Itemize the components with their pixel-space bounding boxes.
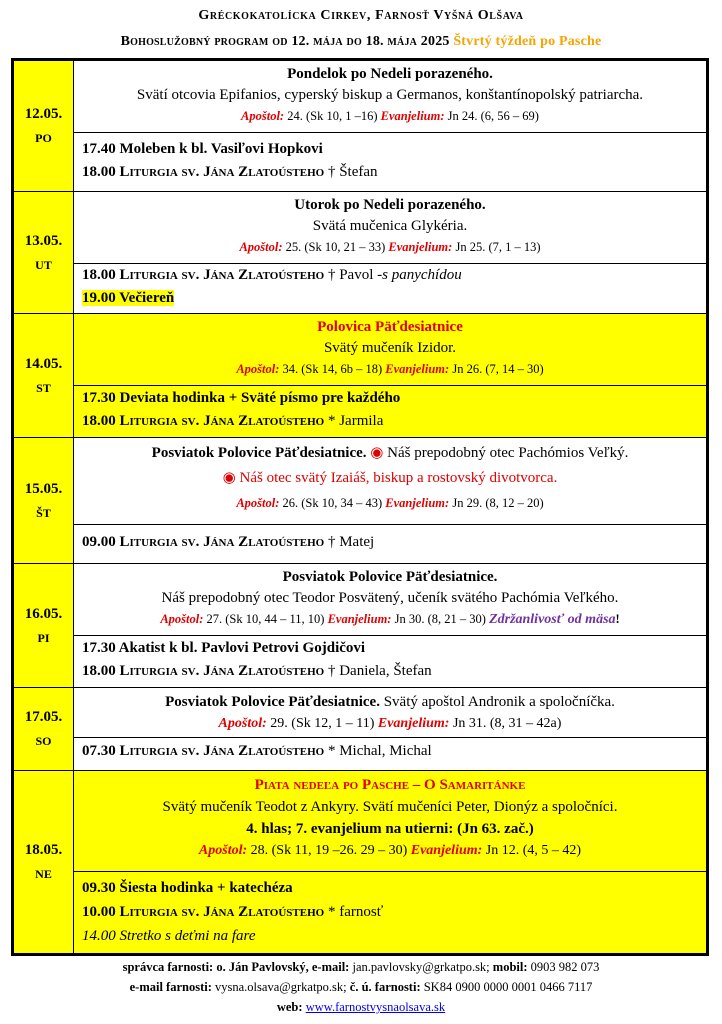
liturgy-label: Liturgia sv. Jána Zlatoústeho: [119, 267, 325, 283]
date-cell: [14, 192, 74, 313]
footer-line-3: [0, 1000, 722, 1015]
evanjelium-label: Evanjelium:: [410, 843, 483, 858]
tone-note: 4. hlas; 7. evanjelium na utierni: (Jn 63. zač.): [246, 821, 534, 837]
day-of-week: PI: [37, 630, 50, 645]
feast-title: Polovica Päťdesiatnice: [317, 319, 463, 335]
feast-subtitle: Svätí otcovia Epifanios, cyperský biskup a Germanos, konštantínopolský patriarcha.: [136, 87, 644, 103]
parish-email: vysna.olsava@grkatpo.sk;: [215, 980, 347, 994]
feast-subtitle: Náš prepodobný otec Teodor Posvätený, učeník svätého Pachómia Veľkého.: [161, 590, 619, 606]
day-row: [14, 438, 706, 564]
day-of-week: ŠT: [36, 505, 51, 520]
feast-subtitle: Svätá mučenica Glykéria.: [312, 218, 468, 234]
apostol-label: Apoštol:: [236, 496, 280, 510]
admin-name: o. Ján Pavlovský,: [216, 960, 309, 974]
mobile-number: 0903 982 073: [530, 960, 600, 974]
service-item: 14.00 Stretko s deťmi na fare: [82, 928, 256, 944]
day-info: [74, 192, 706, 264]
service-time: 07.30: [82, 743, 116, 759]
liturgy-label: Liturgia sv. Jána Zlatoústeho: [119, 534, 325, 550]
day-info: [74, 771, 706, 872]
day-of-week: PO: [35, 131, 52, 145]
date: 12.05.: [24, 106, 63, 122]
feast-title: Posviatok Polovice Päťdesiatnice.: [151, 445, 367, 461]
day-info: [74, 61, 706, 133]
service-item: [82, 161, 706, 184]
intention: † Daniela, Štefan: [327, 663, 432, 679]
service-item: [82, 264, 706, 287]
evanjelium-value: Jn 26. (7, 14 – 30): [452, 362, 544, 376]
web-label: web:: [276, 1000, 303, 1014]
schedule-table: [11, 58, 709, 956]
apostol-value: 26. (Sk 10, 34 – 43): [282, 496, 383, 510]
evanjelium-label: Evanjelium:: [385, 496, 450, 510]
date-cell: [14, 438, 74, 563]
week-name: Štvrtý týždeň po Pasche: [453, 34, 602, 49]
day-row: [14, 688, 706, 771]
intention: * Michal, Michal: [327, 743, 432, 759]
apostol-value: 29. (Sk 12, 1 – 11): [270, 716, 375, 731]
date: 15.05.: [24, 480, 63, 497]
fast-note: Zdržanlivosť od mäsa: [489, 612, 616, 627]
vespers: 19.00 Večiereň: [82, 290, 175, 306]
readings: [74, 237, 706, 258]
evanjelium-value: Jn 31. (8, 31 – 42a): [452, 716, 562, 731]
feast-subtitle: Svätý apoštol Andronik a spoločníčka.: [383, 694, 615, 710]
apostol-value: 28. (Sk 11, 19 –26. 29 – 30): [250, 843, 408, 858]
liturgy-label: Liturgia sv. Jána Zlatoústeho: [119, 164, 325, 180]
mobile-label: mobil:: [492, 960, 528, 974]
service-item: 17.30 Akatist k bl. Pavlovi Petrovi Gojdičovi: [82, 640, 366, 656]
day-row: [14, 564, 706, 688]
service-item: [82, 900, 706, 924]
day-row: [14, 314, 706, 438]
date-cell: [14, 564, 74, 687]
intention: † Pavol -: [327, 267, 383, 283]
apostol-value: 27. (Sk 10, 44 – 11, 10): [206, 612, 325, 626]
evanjelium-value: Jn 24. (6, 56 – 69): [447, 109, 539, 123]
service-time: 18.00: [82, 413, 116, 429]
evanjelium-label: Evanjelium:: [327, 612, 392, 626]
readings: [74, 491, 706, 516]
footer-line-1: [0, 960, 722, 975]
intention: † Matej: [327, 534, 375, 550]
readings: Apoštol: 27. (Sk 10, 44 – 11, 10) Evanjelium: Jn 30. (8, 21 – 30) Zdržanlivosť od mäsa!: [160, 612, 620, 627]
service-item: 09.30 Šiesta hodinka + katechéza: [82, 880, 293, 896]
readings: [74, 713, 706, 735]
parish-title: Gréckokatolícka Cirkev, Farnosť Vyšná Olšava: [198, 8, 524, 23]
service-time: 18.00: [82, 267, 116, 283]
rubric-icon: ◉: [222, 470, 236, 486]
date: 16.05.: [24, 605, 63, 622]
day-of-week: UT: [35, 257, 52, 272]
service-time: 10.00: [82, 904, 116, 920]
services: [74, 872, 706, 953]
intention-note: s panychídou: [382, 267, 462, 283]
evanjelium-value: Jn 12. (4, 5 – 42): [485, 843, 582, 858]
feast-title: Utorok po Nedeli porazeného.: [294, 197, 486, 213]
date: 18.05.: [24, 842, 63, 858]
day-row: [14, 192, 706, 314]
footer-line-2: [0, 980, 722, 995]
service-item: [82, 740, 706, 763]
parish-email-label: e-mail farnosti:: [129, 980, 212, 994]
date: 13.05.: [24, 232, 63, 249]
service-item: 17.30 Deviata hodinka + Sväté písmo pre každého: [82, 390, 401, 406]
evanjelium-value: Jn 25. (7, 1 – 13): [455, 240, 541, 254]
day-of-week: SO: [35, 734, 52, 748]
services: [74, 132, 706, 191]
feast-line: [74, 441, 706, 466]
feast-subtitle: Svätý mučeník Teodot z Ankyry. Svätí mučeníci Peter, Dionýz a spoločníci.: [162, 799, 618, 815]
date: 14.05.: [24, 355, 63, 372]
evanjelium-label: Evanjelium:: [380, 109, 445, 123]
services: [74, 635, 706, 687]
date: 17.05.: [24, 709, 63, 725]
admin-label: správca farnosti:: [122, 960, 214, 974]
feast-line: [74, 466, 706, 491]
rubric-icon: ◉: [370, 445, 384, 461]
services: [74, 737, 706, 770]
apostol-value: 24. (Sk 10, 1 –16): [287, 109, 378, 123]
evanjelium-label: Evanjelium:: [385, 362, 450, 376]
program-title: [0, 34, 722, 50]
services: [74, 524, 706, 563]
intention: * Jarmila: [327, 413, 384, 429]
feast-title: Piata nedeľa po Pasche – O Samaritánke: [254, 777, 526, 793]
apostol-label: Apoštol:: [160, 612, 204, 626]
admin-email: jan.pavlovsky@grkatpo.sk;: [352, 960, 490, 974]
readings: [74, 840, 706, 862]
day-row: [14, 771, 706, 953]
services: [74, 385, 706, 437]
intention: * farnosť: [327, 904, 384, 920]
services: [74, 263, 706, 313]
email-label: e-mail:: [311, 960, 350, 974]
evanjelium-label: Evanjelium:: [377, 716, 450, 731]
apostol-label: Apoštol:: [218, 716, 267, 731]
apostol-value: 34. (Sk 14, 6b – 18): [282, 362, 383, 376]
evanjelium-value: Jn 29. (8, 12 – 20): [452, 496, 544, 510]
feast-title: Pondelok po Nedeli porazeného.: [287, 66, 493, 82]
feast-title: Posviatok Polovice Päťdesiatnice.: [165, 694, 380, 710]
apostol-value: 25. (Sk 10, 21 – 33): [285, 240, 386, 254]
day-info: [74, 688, 706, 738]
evanjelium-label: Evanjelium:: [388, 240, 453, 254]
date-cell: [14, 314, 74, 437]
service-item: [82, 660, 706, 683]
apostol-label: Apoštol:: [198, 843, 248, 858]
liturgy-label: Liturgia sv. Jána Zlatoústeho: [119, 663, 325, 679]
apostol-label: Apoštol:: [241, 109, 285, 123]
account-number: SK84 0900 0000 0001 0466 7117: [423, 980, 593, 994]
service-item: [82, 531, 706, 554]
account-label: č. ú. farnosti:: [349, 980, 421, 994]
date-cell: [14, 61, 74, 191]
feast-subtitle-2: Náš otec svätý Izaiáš, biskup a rostovský divotvorca.: [239, 470, 558, 486]
website-link[interactable]: www.farnostvysnaolsava.sk: [305, 1000, 446, 1014]
day-row: [14, 61, 706, 192]
evanjelium-value: Jn 30. (8, 21 – 30): [394, 612, 486, 626]
intention: † Štefan: [327, 164, 378, 180]
liturgy-label: Liturgia sv. Jána Zlatoústeho: [119, 904, 325, 920]
service-item: [82, 410, 706, 433]
apostol-label: Apoštol:: [236, 362, 280, 376]
service-item: 17.40 Moleben k bl. Vasiľovi Hopkovi: [82, 141, 323, 157]
feast-line: [74, 691, 706, 713]
feast-title: Posviatok Polovice Päťdesiatnice.: [282, 569, 498, 585]
readings: [74, 106, 706, 127]
day-of-week: NE: [35, 867, 52, 881]
service-time: 18.00: [82, 164, 116, 180]
service-time: 09.00: [82, 534, 116, 550]
service-item: [82, 287, 706, 310]
day-info: [74, 314, 706, 386]
day-info: [74, 564, 706, 636]
day-of-week: ST: [36, 380, 51, 395]
feast-subtitle: Svätý mučeník Izidor.: [323, 340, 457, 356]
date-cell: [14, 688, 74, 770]
liturgy-label: Liturgia sv. Jána Zlatoústeho: [119, 413, 325, 429]
date-cell: [14, 771, 74, 953]
program-dates: Bohoslužobný program od 12. mája do 18. mája 2025: [120, 34, 450, 49]
liturgy-label: Liturgia sv. Jána Zlatoústeho: [119, 743, 325, 759]
apostol-label: Apoštol:: [239, 240, 283, 254]
readings: [74, 359, 706, 380]
day-info: [74, 438, 706, 525]
service-time: 18.00: [82, 663, 116, 679]
feast-subtitle: Náš prepodobný otec Pachómios Veľký.: [387, 445, 629, 461]
